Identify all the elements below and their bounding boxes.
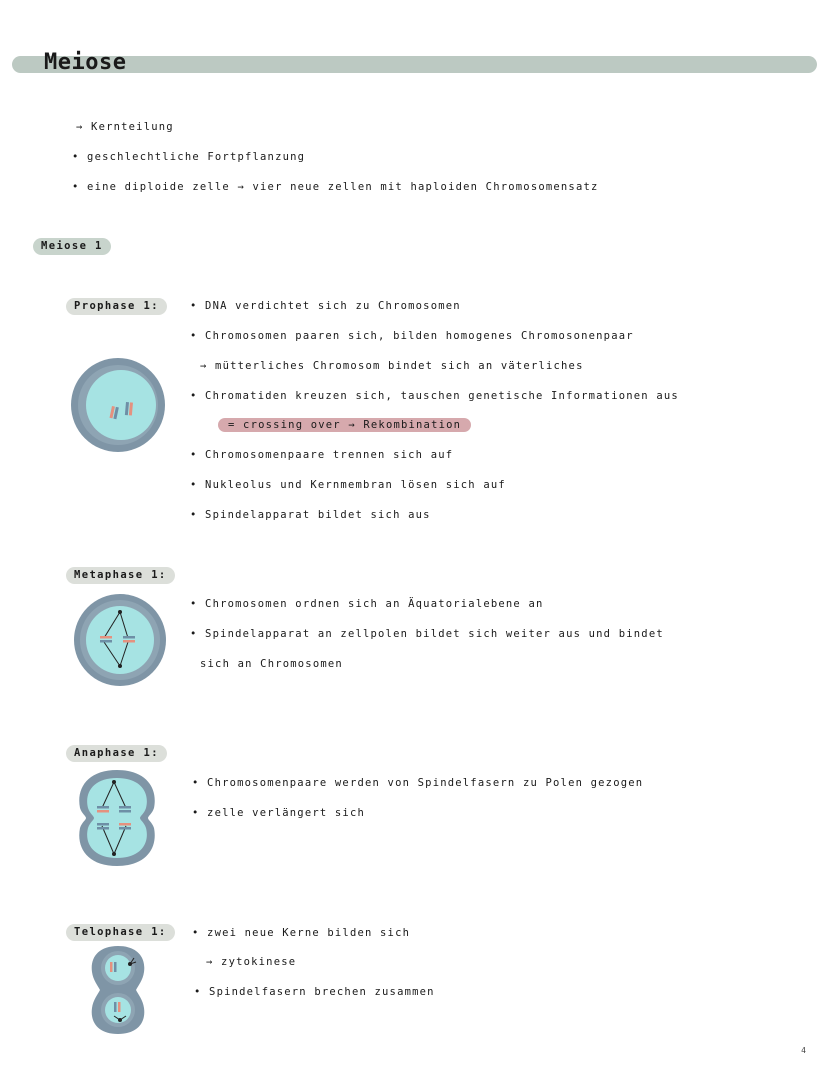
prophase-line-1: • DNA verdichtet sich zu Chromosomen bbox=[190, 300, 461, 312]
intro-line-3: • eine diploide zelle → vier neue zellen mit haploiden Chromosomensatz bbox=[72, 181, 599, 193]
telophase-line-2: → zytokinese bbox=[206, 956, 297, 968]
metaphase-line-3: sich an Chromosomen bbox=[200, 658, 343, 670]
metaphase-line-1: • Chromosomen ordnen sich an Äquatorialebene an bbox=[190, 598, 544, 610]
anaphase-line-1: • Chromosomenpaare werden von Spindelfasern zu Polen gezogen bbox=[192, 777, 644, 789]
phase-label-metaphase: Metaphase 1: bbox=[66, 567, 175, 584]
phase-label-anaphase: Anaphase 1: bbox=[66, 745, 167, 762]
prophase-line-6: • Chromosomenpaare trennen sich auf bbox=[190, 449, 454, 461]
anaphase-cell-drawing bbox=[74, 768, 160, 868]
prophase-line-5 bbox=[218, 419, 471, 431]
prophase-line-8: • Spindelapparat bildet sich aus bbox=[190, 509, 431, 521]
crossing-over-highlight: = crossing over → Rekombination bbox=[218, 418, 471, 432]
telophase-line-1: • zwei neue Kerne bilden sich bbox=[192, 927, 411, 939]
intro-line-2: • geschlechtliche Fortpflanzung bbox=[72, 151, 306, 163]
prophase-line-3: → mütterliches Chromosom bindet sich an väterliches bbox=[200, 360, 584, 372]
page-number: 4 bbox=[801, 1046, 806, 1055]
prophase-line-4: • Chromatiden kreuzen sich, tauschen genetische Informationen aus bbox=[190, 390, 679, 402]
metaphase-line-2: • Spindelapparat an zellpolen bildet sich weiter aus und bindet bbox=[190, 628, 664, 640]
page-title: Meiose bbox=[44, 50, 127, 75]
telophase-line-3: • Spindelfasern brechen zusammen bbox=[194, 986, 435, 998]
metaphase-cell-drawing bbox=[72, 592, 168, 688]
section-label: Meiose 1 bbox=[33, 238, 111, 255]
phase-label-prophase: Prophase 1: bbox=[66, 298, 167, 315]
phase-label-telophase: Telophase 1: bbox=[66, 924, 175, 941]
title-bar bbox=[12, 56, 817, 73]
prophase-line-7: • Nukleolus und Kernmembran lösen sich auf bbox=[190, 479, 506, 491]
prophase-cell-drawing bbox=[68, 355, 168, 455]
intro-line-1: → Kernteilung bbox=[76, 121, 174, 133]
anaphase-line-2: • zelle verlängert sich bbox=[192, 807, 365, 819]
telophase-cell-drawing bbox=[88, 944, 148, 1036]
prophase-line-2: • Chromosomen paaren sich, bilden homogenes Chromosonenpaar bbox=[190, 330, 634, 342]
